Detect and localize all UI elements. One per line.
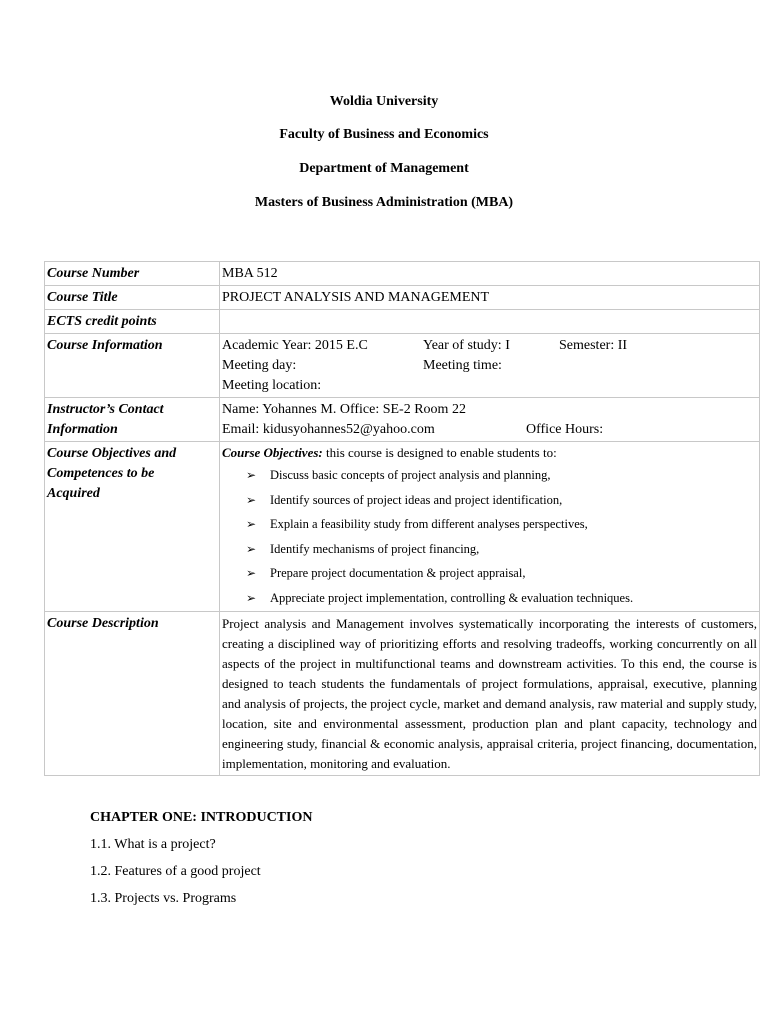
objectives-intro bbox=[222, 444, 757, 461]
ects-value bbox=[220, 310, 760, 334]
objective-text: Explain a feasibility study from different analyses perspectives, bbox=[270, 517, 588, 532]
objective-text: Prepare project documentation & project appraisal, bbox=[270, 566, 526, 581]
arrow-bullet-icon: ➢ bbox=[246, 541, 257, 556]
objectives-label bbox=[45, 442, 220, 612]
instructor-contact-value bbox=[220, 398, 760, 442]
objective-text: Identify mechanisms of project financing, bbox=[270, 541, 480, 556]
objective-item bbox=[222, 561, 757, 586]
objective-item bbox=[222, 512, 757, 537]
table-row bbox=[45, 310, 760, 334]
instructor-name-office: Name: Yohannes M. Office: SE-2 Room 22 bbox=[222, 402, 466, 417]
objective-item bbox=[222, 463, 757, 488]
arrow-bullet-icon: ➢ bbox=[246, 517, 257, 532]
meeting-location: Meeting location: bbox=[222, 378, 322, 393]
toc-item: 1.1. What is a project? bbox=[90, 837, 216, 852]
objectives-intro-text: this course is designed to enable students to: bbox=[322, 445, 557, 460]
arrow-bullet-icon: ➢ bbox=[246, 566, 257, 581]
objective-item bbox=[222, 537, 757, 562]
objectives-label-line: Competences to be bbox=[47, 466, 155, 481]
objective-text: Discuss basic concepts of project analysis and planning, bbox=[270, 468, 551, 483]
table-row bbox=[45, 262, 760, 286]
objectives-list bbox=[222, 463, 757, 610]
table-row bbox=[45, 442, 760, 612]
meeting-day: Meeting day: bbox=[222, 358, 297, 373]
table-row bbox=[45, 286, 760, 310]
objectives-value bbox=[220, 442, 760, 612]
arrow-bullet-icon: ➢ bbox=[246, 468, 257, 483]
toc-item: 1.2. Features of a good project bbox=[90, 864, 261, 879]
description-label: Course Description bbox=[45, 612, 220, 776]
semester: Semester: II bbox=[559, 338, 628, 353]
arrow-bullet-icon: ➢ bbox=[246, 590, 257, 605]
description-text: Project analysis and Management involves systematically incorporating the interests of customers, creating a disciplined way of prioritizing efforts and resolving tradeoffs, working concurrently on all aspects of the project in multifunctional teams and downstream activities. To this end, the course is designed to teach students the fundamentals of project formulations, appraisal, executive, planning and analysis of projects, the project cycle, market and demand analysis, raw material and supply study, location, site and environmental assessment, production plan and plant capacity, technology and engineering study, financial & economic analysis, appraisal criteria, project financing, documentation, implementation, monitoring and evaluation. bbox=[220, 612, 760, 776]
instructor-label-line: Information bbox=[47, 422, 118, 437]
course-title-value: PROJECT ANALYSIS AND MANAGEMENT bbox=[220, 286, 760, 310]
chapter-title: CHAPTER ONE: INTRODUCTION bbox=[90, 810, 313, 825]
arrow-bullet-icon: ➢ bbox=[246, 492, 257, 507]
course-information-value bbox=[220, 334, 760, 398]
objective-text: Appreciate project implementation, controlling & evaluation techniques. bbox=[270, 590, 634, 605]
meeting-time: Meeting time: bbox=[423, 358, 502, 373]
instructor-email: Email: kidusyohannes52@yahoo.com bbox=[222, 422, 435, 437]
university-name: Woldia University bbox=[329, 94, 439, 109]
instructor-contact-label bbox=[45, 398, 220, 442]
objective-text: Identify sources of project ideas and project identification, bbox=[270, 492, 563, 507]
course-information-label: Course Information bbox=[45, 334, 220, 398]
toc-item: 1.3. Projects vs. Programs bbox=[90, 891, 237, 906]
ects-label: ECTS credit points bbox=[45, 310, 220, 334]
course-number-value: MBA 512 bbox=[220, 262, 760, 286]
program-name: Masters of Business Administration (MBA) bbox=[254, 195, 514, 210]
academic-year: Academic Year: 2015 E.C bbox=[222, 338, 368, 353]
faculty-name: Faculty of Business and Economics bbox=[279, 127, 489, 142]
objectives-intro-lead: Course Objectives: bbox=[222, 445, 323, 460]
year-of-study: Year of study: I bbox=[423, 338, 510, 353]
office-hours: Office Hours: bbox=[526, 422, 604, 437]
table-row bbox=[45, 398, 760, 442]
table-row bbox=[45, 612, 760, 776]
objectives-label-line: Acquired bbox=[47, 486, 100, 501]
objective-item bbox=[222, 586, 757, 611]
instructor-label-line: Instructor’s Contact bbox=[47, 402, 164, 417]
objectives-label-line: Course Objectives and bbox=[47, 446, 177, 461]
course-number-label: Course Number bbox=[45, 262, 220, 286]
department-name: Department of Management bbox=[299, 161, 469, 176]
objective-item bbox=[222, 488, 757, 513]
table-row bbox=[45, 334, 760, 398]
course-title-label: Course Title bbox=[45, 286, 220, 310]
course-info-table bbox=[44, 261, 760, 776]
